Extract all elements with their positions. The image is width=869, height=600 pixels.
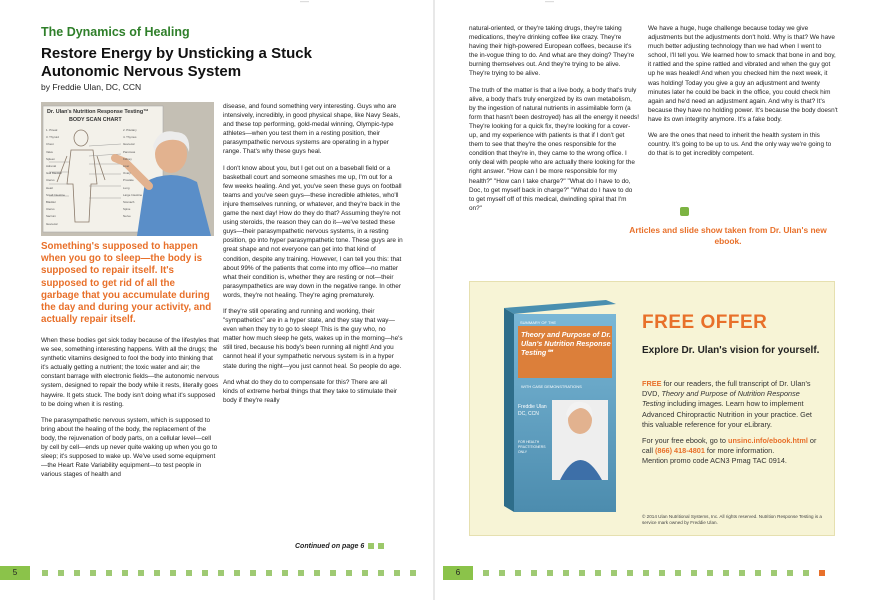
byline: by Freddie Ulan, DC, CCN [41, 82, 142, 92]
copyright-notice: © 2014 Ulan Nutritional Systems, Inc. All rights reserved. Nutrition Response Testing is a service mark owned by Freddie Ulan. [642, 514, 822, 525]
square-marker [378, 543, 384, 549]
footer-dot [659, 570, 665, 576]
body-paragraph: I don't know about you, but I get out on a baseball field or a basketball court and someone smashes me up, I'm out for a few weeks healing. And yet, you've seen these guys on football teams and you've seen guys—these incredible athletes, who'll injure themselves running, or whatever, and they're back in the game the next day! How do they do that? Assuming they're not using steroids, the reason they can do it—we've tested these guys—their parasympathetic nervous systems, in a resting position, go into hyper parasympathetic tone. These guys are in great shape and not everyone can get into that kind of condition, despite any training. However, I can tell you this: that about 99% of the patients that come into my office—no matter what their condition is, whether they are resting or not—their parasympathetics are way down in the negative range. In other words, they're not healing. They're aging prematurely. [223, 164, 403, 299]
ebook-audience: FOR HEALTH PRACTITIONERS ONLY [518, 440, 546, 454]
ebook-author: Freddie Ulan DC, CCN [518, 404, 547, 417]
footer-dot [346, 570, 352, 576]
free-offer-body [642, 379, 822, 473]
chart-label: Liver [123, 164, 130, 168]
footer-dot [282, 570, 288, 576]
phone-number[interactable]: (866) 418-4801 [654, 446, 705, 456]
free-offer-ad [469, 281, 835, 536]
article-column-1 [41, 336, 219, 486]
article-column-2 [223, 102, 403, 412]
footer-dot [250, 570, 256, 576]
article-column-3 [469, 24, 639, 220]
promo-code: Mention promo code ACN3 Pmag TAC 0914. [642, 456, 787, 466]
footer-dot [643, 570, 649, 576]
body-paragraph: natural-oriented, or they're taking drugs, they're taking medications, they're drinking coffee like crazy. They're having their high-powered European coffees, because it's the in-vogue thing to do. And what are they doing? They're burning themselves out. And they're trying to be alive. They're trying to be alive. [469, 25, 635, 78]
article-column-4 [648, 24, 838, 165]
chart-label: Chest [46, 142, 54, 147]
competent-badge-icon [680, 207, 689, 216]
page-number-right: 6 [443, 566, 473, 580]
footer-dot [314, 570, 320, 576]
free-offer-title: FREE OFFER [642, 312, 768, 333]
article-headline: Restore Energy by Unsticking a Stuck Autonomic Nervous System [41, 45, 312, 80]
footer-dots-right [483, 570, 825, 576]
chart-subtitle: BODY SCAN CHART [69, 117, 122, 123]
footer-dot [74, 570, 80, 576]
footer-dot [547, 570, 553, 576]
chart-label: Uterus [46, 207, 55, 212]
footer-dot [122, 570, 128, 576]
footer-dot [739, 570, 745, 576]
footer-dots-left [42, 570, 416, 576]
footer-dot [218, 570, 224, 576]
chart-title: Dr. Ulan's Nutrition Response Testing™ [47, 109, 149, 115]
footer-dot [202, 570, 208, 576]
footer-dot [499, 570, 505, 576]
offer-text: for our readers, the full transcript of Dr. Ulan's DVD, [642, 379, 811, 399]
left-page [0, 0, 434, 600]
footer-dot [579, 570, 585, 576]
footer-dot [691, 570, 697, 576]
footer-dot [266, 570, 272, 576]
footer-dot [138, 570, 144, 576]
ebook-title: Theory and Purpose of Dr. Ulan's Nutrition Response Testing℠ [521, 330, 611, 357]
chart-label: Nerve [123, 214, 131, 219]
ebook-subtitle: WITH CASE DEMONSTRATIONS [521, 384, 582, 389]
chart-label: Ileocecal [123, 142, 135, 147]
footer-dot [595, 570, 601, 576]
chart-label: Lung [123, 185, 130, 190]
body-paragraph: We have a huge, huge challenge because today we give adjustments but the adjustments don't hold. Why is that? We have much better adjusting technology than we had when I went to school, I'll tell you. We learned how to smack that bone in and boy, it rattled and the spine rattled and vibrated and when the guy got up he was healed! And when you checked him the next week, it was holding! Today you give a guy an adjustment and twenty minutes later he could be back in the office, you could check him again and he'd need an adjustment again. And why is that? It's because they have no holding power. It's because the body doesn't have its own integrity anymore. It's a fake body. [648, 25, 838, 123]
footer-dot [186, 570, 192, 576]
free-label: FREE [642, 379, 662, 388]
footer-dot [90, 570, 96, 576]
square-marker [368, 543, 374, 549]
chart-label: Valve [46, 149, 54, 154]
footer-dot [170, 570, 176, 576]
chart-label: Spleen [46, 156, 56, 161]
footer-dot [483, 570, 489, 576]
body-paragraph: If they're still operating and running and working, their "sympathetics" are in a hyper state, and they stay that way—even when they try to go to sleep! This is the guy who, no matter how much sleep he gets, wakes up in the morning—he's still tired, because his body's been running all night! And you cannot heal if your sympathetic nervous system is in a hyper state during the night—you just cannot heal. So people do age. [223, 307, 403, 370]
info-text: for more information. [704, 446, 775, 456]
chart-label: Ovary [123, 171, 131, 176]
chart-label: Heart [46, 185, 54, 190]
speaker-photo [41, 102, 214, 236]
body-paragraph: The parasympathetic nervous system, which is supposed to bring about the healing of the body, the replacement of the body, the rejuvenation of body parts, on a cellular level—cell by cell by cell—ends up never quite waking up when you go to sleep; it's supposed to wake up. We've used some equipment—the Heart Rate Variability equipment—to test people in various stages of health and [41, 416, 218, 479]
chart-labels [41, 102, 214, 236]
chart-label: Spine [123, 207, 131, 212]
chart-label: Prostate [123, 178, 134, 183]
chart-label: Kidney [123, 156, 132, 161]
free-offer-subtitle: Explore Dr. Ulan's vision for yourself. [642, 345, 820, 356]
offer-text-2: including images. Learn how to implement Advanced Chiropractic Nutrition in your practice. Get this valuable reference for your eLibrary. [642, 399, 812, 429]
footer-dot [675, 570, 681, 576]
chart-label: 3. Thyroid [46, 135, 59, 140]
ebook-top-label: SUMMARY OF THE [520, 320, 557, 325]
footer-dot [819, 570, 825, 576]
footer-dot [723, 570, 729, 576]
sources-note: Articles and slide show taken from Dr. Ulan's new ebook. [629, 225, 827, 246]
footer-dot [707, 570, 713, 576]
footer-dot [330, 570, 336, 576]
footer-dot [787, 570, 793, 576]
body-paragraph: The truth of the matter is that a live body, a body that's truly alive, a body that's truly energized by its own metabolism, by the ingestion of natural nutrients in assimilable form (a form that hasn't been destroyed) has all the energy it needs! They're looking for a quick fix, they're looking for a cover-up, and my experience with patients is that if I don't get them to see that they're the ones responsible for the condition that they're in, they came to the wrong office. I only deal with people who are actually there looking for the right answer. "How can I be more responsible for my health?" "How can I take charge?" "What do I have to do, Doc, to get myself back in charge?" "What do I have to do to get myself off of this medical, dwindling spiral that I'm on?" [469, 86, 639, 212]
footer-dot [627, 570, 633, 576]
chart-label: Pancreas [123, 149, 136, 154]
chart-label: Large Intestine [123, 192, 143, 197]
chart-label: 4. Thymus [123, 135, 137, 140]
body-paragraph: disease, and found something very interesting. Guys who are intensively, incredibly, in good physical shape, like Navy Seals, and these top performing, gold-medal winning, Olympic-type athletes—when you test them in a resting position, their parasympathetic nervous systems are operating in a hyper range. That's why these guys heal. [223, 103, 401, 156]
section-title: The Dynamics of Healing [41, 25, 190, 39]
ebook-link[interactable]: unsinc.info/ebook.html [728, 436, 808, 446]
footer-dot [563, 570, 569, 576]
footer-dot [611, 570, 617, 576]
chart-label: Gall Bladder [46, 171, 62, 176]
page-number-left: 5 [0, 566, 30, 580]
chart-label: 2. Pituitary [123, 128, 137, 132]
footer-dot [755, 570, 761, 576]
chart-label: 1. Pineal [46, 128, 58, 132]
registration-mark: — [545, 0, 554, 6]
chart-label: Ileocecal [46, 221, 58, 226]
chart-label: Adrenal [46, 164, 56, 168]
footer-dot [234, 570, 240, 576]
chart-label: Small Intestine [46, 192, 65, 197]
body-paragraph: When these bodies get sick today because of the lifestyles that we see, something interesting happens. With all the drugs; the synthetic vitamins designed to fool the body into thinking that it's actually getting a nutrient; the toxic water and air; the constant barrage with electronic fields—the autonomic nervous system, designed to repair the body while it rests, literally goes haywire. It gets stuck. The body isn't doing what it's supposed to be doing when it is resting. [41, 337, 219, 408]
body-paragraph: And what do they do to compensate for this? There are all kinds of extreme herbal things that they take to stimulate their body if they're really [223, 378, 398, 404]
footer-dot [362, 570, 368, 576]
chart-label: Stomach [123, 200, 135, 204]
chart-label: Sacrum [46, 214, 56, 219]
continued-note [295, 543, 384, 550]
download-text: For your free ebook, go to [642, 436, 728, 446]
offer-dvd-title: Theory and Purpose of Nutrition Response Testing [642, 389, 800, 409]
continued-text: Continued on page 6 [295, 543, 365, 550]
footer-dot [378, 570, 384, 576]
footer-dot [106, 570, 112, 576]
footer-dot [394, 570, 400, 576]
chart-label: Bladder [46, 200, 56, 204]
ebook-cover [494, 300, 616, 512]
footer-dot [803, 570, 809, 576]
call-text: or call [642, 436, 817, 456]
footer-dot [531, 570, 537, 576]
pull-quote: Something's supposed to happen when you go to sleep—the body is supposed to repair itself. It's supposed to get rid of all the garbage that you accumulate during the day and during your activity, and actually repair itself. [41, 241, 212, 326]
footer-dot [298, 570, 304, 576]
footer-dot [154, 570, 160, 576]
footer-dot [771, 570, 777, 576]
footer-dot [58, 570, 64, 576]
registration-mark: — [300, 0, 309, 6]
chart-label: Uterus [46, 178, 55, 183]
body-paragraph: We are the ones that need to inherit the health system in this country. It's going to be up to us. And the only way we're going to do that is to get incredibly competent. [648, 132, 832, 158]
footer-dot [515, 570, 521, 576]
footer-dot [410, 570, 416, 576]
footer-dot [42, 570, 48, 576]
